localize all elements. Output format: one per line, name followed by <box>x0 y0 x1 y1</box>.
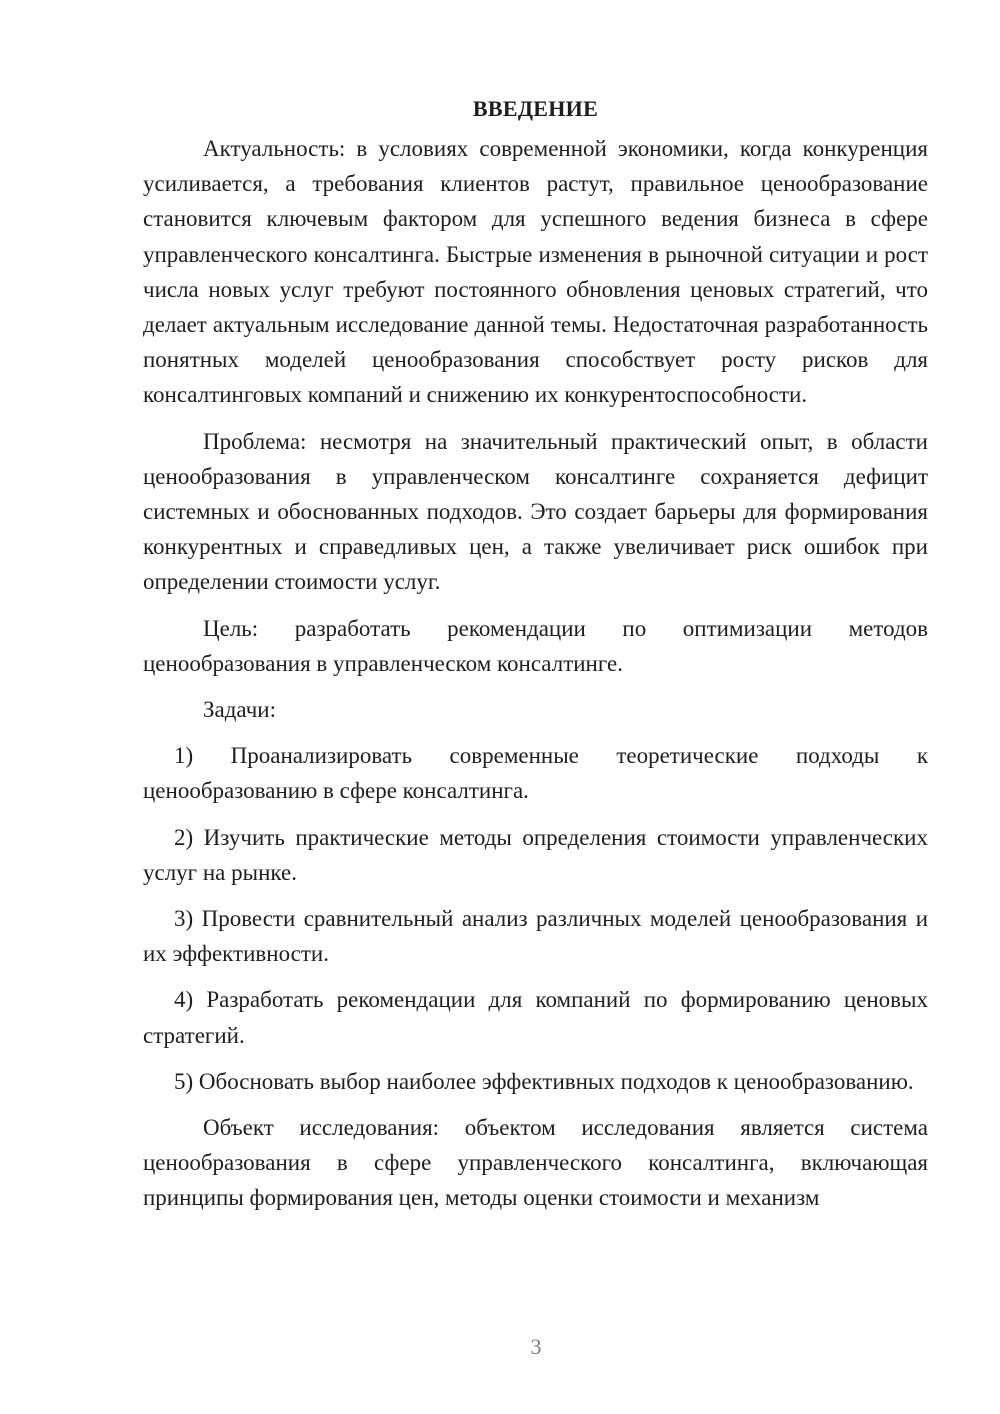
paragraph-object: Объект исследования: объектом исследования является система ценообразования в сфере управленческого консалтинга, включающая принципы формирования цен, методы оценки стоимости и механизм <box>143 1115 928 1211</box>
paragraph-problem: Проблема: несмотря на значительный практический опыт, в области ценообразования в управленческом консалтинге сохраняется дефицит системных и обоснованных подходов. Это создает барьеры для формирования конкурентных и справедливых цен, а также увеличивает риск ошибок при определении стоимости услуг. <box>143 428 928 595</box>
page-title: ВВЕДЕНИЕ <box>472 96 599 121</box>
paragraph-goal: Цель: разработать рекомендации по оптимизации методов ценообразования в управленческом консалтинге. <box>143 615 928 676</box>
task-item-1: 1) Проанализировать современные теоретические подходы к ценообразованию в сфере консалтинга. <box>143 743 928 804</box>
task-item-3: 3) Провести сравнительный анализ различных моделей ценообразования и их эффективности. <box>143 906 928 967</box>
document-body <box>143 92 928 1216</box>
task-item-4: 4) Разработать рекомендации для компаний по формированию ценовых стратегий. <box>143 987 928 1048</box>
task-item-2: 2) Изучить практические методы определения стоимости управленческих услуг на рынке. <box>143 824 928 885</box>
task-item-5: 5) Обосновать выбор наиболее эффективных подходов к ценообразованию. <box>174 1068 914 1094</box>
tasks-heading: Задачи: <box>203 697 276 723</box>
paragraph-relevance: Актуальность: в условиях современной экономики, когда конкуренция усиливается, а требования клиентов растут, правильное ценообразование становится ключевым фактором для успешного ведения бизнеса в сфере управленческого консалтинга. Быстрые изменения в рыночной ситуации и рост числа новых услуг требуют постоянного обновления ценовых стратегий, что делает актуальным исследование данной темы. Недостаточная разработанность понятных моделей ценообразования способствует росту рисков для консалтинговых компаний и снижению их конкурентоспособности. <box>143 136 928 408</box>
page-number: 3 <box>530 1334 542 1359</box>
